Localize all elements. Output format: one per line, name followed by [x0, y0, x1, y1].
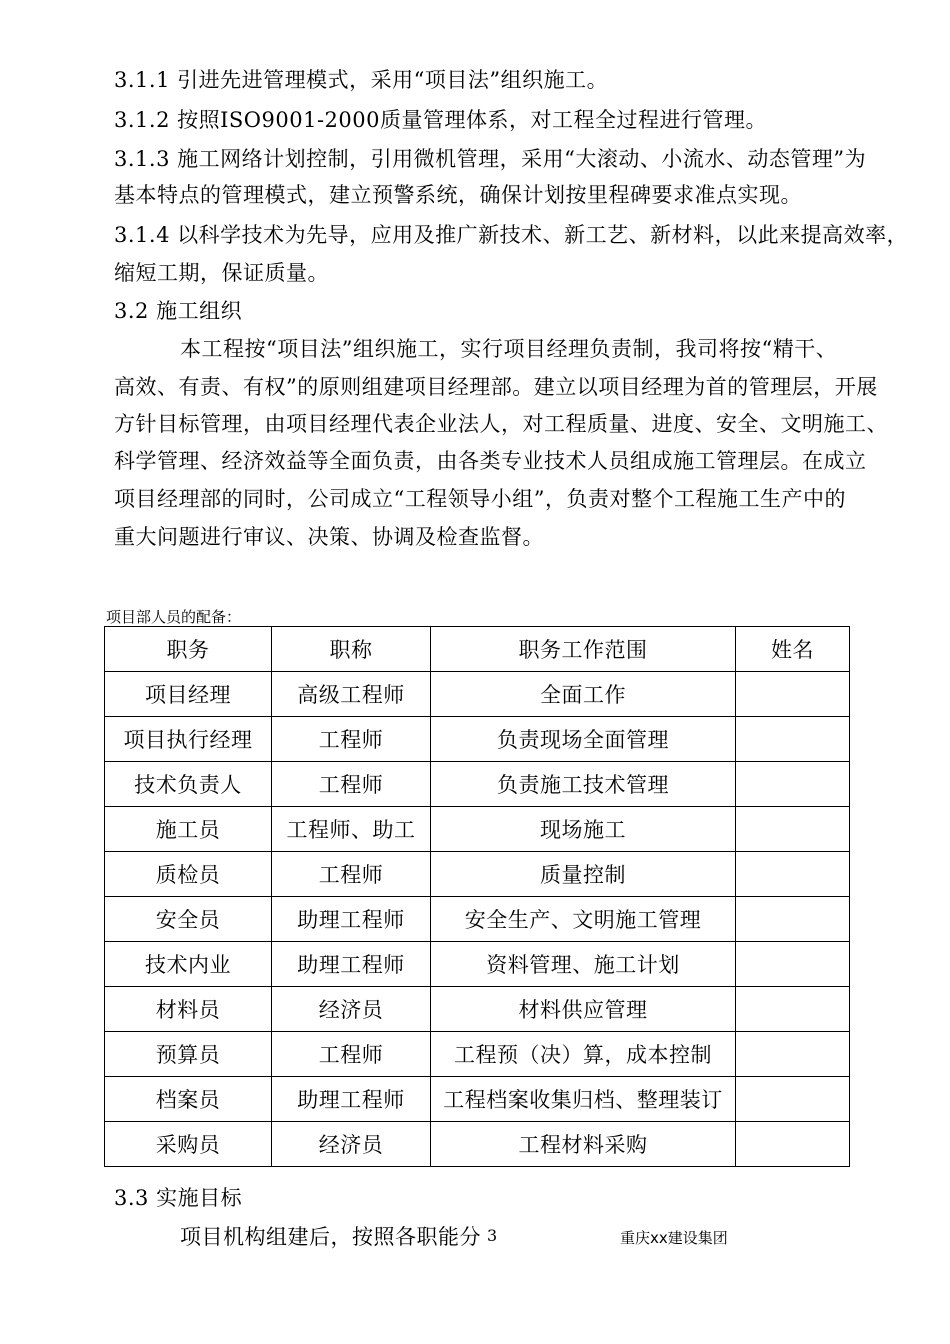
- table-row: [105, 852, 850, 897]
- paragraph-line: 高效、有责、有权”的原则组建项目经理部。建立以项目经理为首的管理层，开展: [114, 375, 878, 399]
- cell-name: [736, 852, 850, 897]
- cell-scope: 质量控制: [431, 852, 736, 897]
- table-row: [105, 672, 850, 717]
- item-3-1-2: 3.1.2 按照ISO9001-2000质量管理体系，对工程全过程进行管理。: [114, 108, 767, 132]
- cell-scope: 材料供应管理: [431, 987, 736, 1032]
- cell-name: [736, 672, 850, 717]
- cell-scope: 安全生产、文明施工管理: [431, 897, 736, 942]
- cell-name: [736, 942, 850, 987]
- cell-position: 技术内业: [105, 942, 272, 987]
- cell-name: [736, 1032, 850, 1077]
- table-row: [105, 717, 850, 762]
- cell-title: 助理工程师: [272, 1077, 431, 1122]
- table-row: [105, 762, 850, 807]
- cell-title: 工程师: [272, 762, 431, 807]
- cell-scope: 负责现场全面管理: [431, 717, 736, 762]
- table-row: [105, 987, 850, 1032]
- cell-name: [736, 897, 850, 942]
- cell-title: 工程师、助工: [272, 807, 431, 852]
- cell-title: 经济员: [272, 987, 431, 1032]
- section-3-3-first-line: 项目机构组建后，按照各职能分: [180, 1225, 481, 1249]
- cell-scope: 全面工作: [431, 672, 736, 717]
- table-row: [105, 807, 850, 852]
- cell-scope: 工程档案收集归档、整理装订: [431, 1077, 736, 1122]
- table-row: [105, 897, 850, 942]
- header-scope: 职务工作范围: [431, 627, 736, 672]
- header-title: 职称: [272, 627, 431, 672]
- cell-title: 经济员: [272, 1122, 431, 1167]
- cell-scope: 工程预（决）算，成本控制: [431, 1032, 736, 1077]
- cell-position: 项目执行经理: [105, 717, 272, 762]
- cell-title: 助理工程师: [272, 897, 431, 942]
- page-number: 3: [487, 1226, 498, 1245]
- staff-table: [104, 626, 850, 1167]
- cell-name: [736, 717, 850, 762]
- paragraph-line: 方针目标管理，由项目经理代表企业法人，对工程质量、进度、安全、文明施工、: [114, 412, 888, 436]
- cell-position: 项目经理: [105, 672, 272, 717]
- item-3-1-4-cont: 缩短工期，保证质量。: [114, 261, 329, 285]
- cell-scope: 工程材料采购: [431, 1122, 736, 1167]
- section-3-2-heading: 3.2 施工组织: [114, 299, 243, 323]
- item-3-1-1: 3.1.1 引进先进管理模式，采用“项目法”组织施工。: [114, 68, 609, 92]
- table-header-row: [105, 627, 850, 672]
- table-row: [105, 1077, 850, 1122]
- item-3-1-3-cont: 基本特点的管理模式，建立预警系统，确保计划按里程碑要求准点实现。: [114, 183, 802, 207]
- table-row: [105, 942, 850, 987]
- cell-scope: 资料管理、施工计划: [431, 942, 736, 987]
- table-row: [105, 1122, 850, 1167]
- paragraph-line: 重大问题进行审议、决策、协调及检查监督。: [114, 525, 544, 549]
- cell-position: 档案员: [105, 1077, 272, 1122]
- table-row: [105, 1032, 850, 1077]
- header-position: 职务: [105, 627, 272, 672]
- cell-position: 材料员: [105, 987, 272, 1032]
- cell-scope: 负责施工技术管理: [431, 762, 736, 807]
- cell-position: 技术负责人: [105, 762, 272, 807]
- cell-position: 安全员: [105, 897, 272, 942]
- header-name: 姓名: [736, 627, 850, 672]
- item-3-1-4: 3.1.4 以科学技术为先导，应用及推广新技术、新工艺、新材料，以此来提高效率，: [114, 223, 909, 247]
- cell-title: 工程师: [272, 1032, 431, 1077]
- paragraph-line: 项目经理部的同时，公司成立“工程领导小组”，负责对整个工程施工生产中的: [114, 487, 846, 511]
- cell-title: 工程师: [272, 852, 431, 897]
- cell-title: 高级工程师: [272, 672, 431, 717]
- footer-company: 重庆xx建设集团: [620, 1229, 728, 1247]
- cell-title: 助理工程师: [272, 942, 431, 987]
- cell-name: [736, 1122, 850, 1167]
- cell-position: 质检员: [105, 852, 272, 897]
- table-caption: 项目部人员的配备：: [106, 608, 242, 626]
- cell-scope: 现场施工: [431, 807, 736, 852]
- cell-name: [736, 762, 850, 807]
- cell-name: [736, 987, 850, 1032]
- cell-name: [736, 1077, 850, 1122]
- paragraph-line: 本工程按“项目法”组织施工，实行项目经理负责制，我司将按“精干、: [180, 337, 838, 361]
- cell-position: 施工员: [105, 807, 272, 852]
- cell-name: [736, 807, 850, 852]
- cell-title: 工程师: [272, 717, 431, 762]
- paragraph-line: 科学管理、经济效益等全面负责，由各类专业技术人员组成施工管理层。在成立: [114, 449, 867, 473]
- item-3-1-3: 3.1.3 施工网络计划控制，引用微机管理，采用“大滚动、小流水、动态管理”为: [114, 147, 867, 171]
- cell-position: 预算员: [105, 1032, 272, 1077]
- cell-position: 采购员: [105, 1122, 272, 1167]
- section-3-3-heading: 3.3 实施目标: [114, 1186, 243, 1210]
